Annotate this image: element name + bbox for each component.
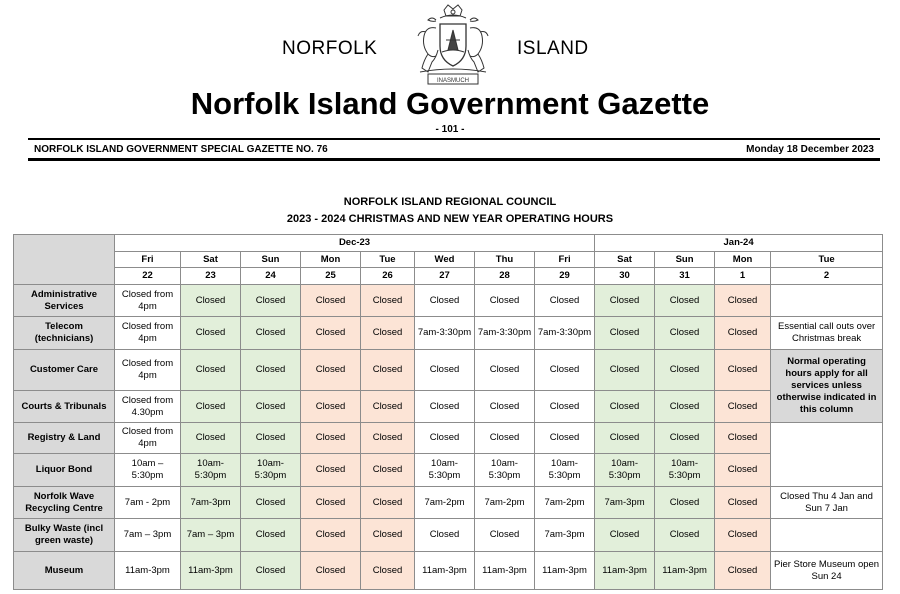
hours-cell: Closed bbox=[301, 552, 361, 590]
date-header: 28 bbox=[475, 268, 535, 285]
operating-hours-table bbox=[13, 234, 883, 590]
service-label: Administrative Services bbox=[14, 285, 115, 317]
day-header: Fri bbox=[115, 252, 181, 268]
hours-cell: Closed bbox=[361, 454, 415, 487]
notice-heading: NORFOLK ISLAND REGIONAL COUNCIL bbox=[343, 196, 557, 208]
day-header: Fri bbox=[535, 252, 595, 268]
hours-cell: 7am-3pm bbox=[535, 519, 595, 552]
hours-cell: Closed bbox=[715, 285, 771, 317]
hours-cell: Closed bbox=[181, 285, 241, 317]
day-header-row bbox=[14, 252, 883, 268]
hours-cell: Closed bbox=[595, 350, 655, 391]
hours-cell: Closed bbox=[475, 423, 535, 454]
hours-cell: 10am-5:30pm bbox=[595, 454, 655, 487]
notice-subheading: 2023 - 2024 CHRISTMAS AND NEW YEAR OPERATING HOURS bbox=[286, 213, 614, 225]
hours-cell: 11am-3pm bbox=[415, 552, 475, 590]
day-header: Sat bbox=[595, 252, 655, 268]
hours-cell: Closed bbox=[361, 519, 415, 552]
note-cell-normal-hours: Normal operating hours apply for all services unless otherwise indicated in this column bbox=[771, 350, 883, 423]
service-label: Telecom (technicians) bbox=[14, 317, 115, 350]
hours-cell: Closed bbox=[475, 285, 535, 317]
gazette-date: Monday 18 December 2023 bbox=[746, 144, 874, 155]
hours-cell: Closed bbox=[301, 350, 361, 391]
month-jan: Jan-24 bbox=[595, 235, 883, 252]
table-row bbox=[14, 350, 883, 391]
hours-cell: Closed from 4pm bbox=[115, 317, 181, 350]
day-header: Mon bbox=[715, 252, 771, 268]
hours-cell: 7am-2pm bbox=[475, 487, 535, 519]
hours-cell: 7am-3pm bbox=[181, 487, 241, 519]
hours-cell: 7am-3:30pm bbox=[475, 317, 535, 350]
hours-cell: Closed from 4pm bbox=[115, 285, 181, 317]
service-label: Liquor Bond bbox=[14, 454, 115, 487]
service-label: Museum bbox=[14, 552, 115, 590]
hours-cell: Closed bbox=[415, 350, 475, 391]
hours-cell: Closed bbox=[535, 350, 595, 391]
day-header: Wed bbox=[415, 252, 475, 268]
hours-cell: Closed bbox=[715, 519, 771, 552]
corner-cell bbox=[14, 235, 115, 285]
hours-cell: Closed from 4pm bbox=[115, 423, 181, 454]
hours-cell: Closed bbox=[715, 454, 771, 487]
day-header: Sun bbox=[241, 252, 301, 268]
hours-cell: Closed from 4.30pm bbox=[115, 391, 181, 423]
hours-cell: Closed bbox=[655, 487, 715, 519]
date-header: 24 bbox=[241, 268, 301, 285]
hours-cell: Closed bbox=[655, 391, 715, 423]
hours-cell: Closed bbox=[301, 423, 361, 454]
hours-cell: Closed bbox=[655, 519, 715, 552]
hours-cell: 11am-3pm bbox=[535, 552, 595, 590]
table-row bbox=[14, 519, 883, 552]
hours-cell: Closed bbox=[241, 317, 301, 350]
hours-cell: Closed bbox=[415, 519, 475, 552]
hours-cell: Closed bbox=[715, 317, 771, 350]
day-header: Thu bbox=[475, 252, 535, 268]
hours-cell: Closed bbox=[655, 317, 715, 350]
note-cell: Closed Thu 4 Jan and Sun 7 Jan bbox=[771, 487, 883, 519]
hours-cell: 11am-3pm bbox=[115, 552, 181, 590]
hours-cell: Closed bbox=[301, 519, 361, 552]
table-row bbox=[14, 423, 883, 454]
hours-cell: 10am – 5:30pm bbox=[115, 454, 181, 487]
hours-cell: Closed bbox=[301, 487, 361, 519]
date-header: 2 bbox=[771, 268, 883, 285]
table-row bbox=[14, 391, 883, 423]
day-header: Sun bbox=[655, 252, 715, 268]
hours-cell: Closed bbox=[535, 391, 595, 423]
table-row bbox=[14, 454, 883, 487]
hours-cell: Closed bbox=[475, 519, 535, 552]
hours-cell: Closed bbox=[241, 391, 301, 423]
masthead-right-word: ISLAND bbox=[517, 38, 589, 59]
hours-cell: Closed bbox=[361, 552, 415, 590]
hours-cell: Closed bbox=[361, 423, 415, 454]
hours-cell: Closed bbox=[715, 350, 771, 391]
hours-cell: 11am-3pm bbox=[655, 552, 715, 590]
hours-cell: 11am-3pm bbox=[595, 552, 655, 590]
day-header: Tue bbox=[771, 252, 883, 268]
hours-cell: Closed bbox=[241, 285, 301, 317]
hours-cell: Closed bbox=[595, 423, 655, 454]
hours-cell: Closed bbox=[241, 487, 301, 519]
hours-cell: Closed bbox=[715, 423, 771, 454]
hours-cell: Closed bbox=[361, 285, 415, 317]
hours-cell: 7am – 3pm bbox=[181, 519, 241, 552]
hours-cell: Closed bbox=[415, 391, 475, 423]
gazette-title: Norfolk Island Government Gazette bbox=[190, 86, 710, 121]
hours-cell: 10am-5:30pm bbox=[475, 454, 535, 487]
hours-cell: Closed bbox=[655, 423, 715, 454]
hours-cell: Closed bbox=[361, 391, 415, 423]
date-header: 22 bbox=[115, 268, 181, 285]
service-label: Bulky Waste (incl green waste) bbox=[14, 519, 115, 552]
day-header: Tue bbox=[361, 252, 415, 268]
top-rule bbox=[28, 138, 880, 140]
hours-cell: Closed bbox=[361, 317, 415, 350]
service-label: Courts & Tribunals bbox=[14, 391, 115, 423]
hours-cell: 7am - 2pm bbox=[115, 487, 181, 519]
hours-cell: Closed bbox=[241, 519, 301, 552]
note-cell: Pier Store Museum open Sun 24 bbox=[771, 552, 883, 590]
hours-cell: 7am-3:30pm bbox=[415, 317, 475, 350]
hours-cell: Closed bbox=[301, 285, 361, 317]
hours-cell: 10am-5:30pm bbox=[415, 454, 475, 487]
note-cell bbox=[771, 423, 883, 487]
table-row bbox=[14, 552, 883, 590]
masthead bbox=[0, 0, 900, 90]
hours-cell: Closed bbox=[181, 317, 241, 350]
table-row bbox=[14, 285, 883, 317]
date-header: 27 bbox=[415, 268, 475, 285]
hours-cell: Closed bbox=[715, 391, 771, 423]
hours-cell: 10am-5:30pm bbox=[535, 454, 595, 487]
hours-cell: Closed bbox=[301, 454, 361, 487]
hours-cell: 10am-5:30pm bbox=[655, 454, 715, 487]
hours-cell: Closed bbox=[181, 423, 241, 454]
masthead-left-word: NORFOLK bbox=[282, 38, 378, 59]
hours-cell: Closed bbox=[475, 350, 535, 391]
service-label: Norfolk Wave Recycling Centre bbox=[14, 487, 115, 519]
hours-cell: Closed bbox=[595, 285, 655, 317]
hours-cell: Closed bbox=[301, 317, 361, 350]
hours-cell: Closed bbox=[595, 519, 655, 552]
day-header: Sat bbox=[181, 252, 241, 268]
month-header-row bbox=[14, 235, 883, 252]
hours-cell: 11am-3pm bbox=[475, 552, 535, 590]
month-dec: Dec-23 bbox=[115, 235, 595, 252]
page-number: - 101 - bbox=[435, 124, 465, 135]
service-label: Registry & Land bbox=[14, 423, 115, 454]
hours-cell: Closed bbox=[415, 423, 475, 454]
note-cell bbox=[771, 519, 883, 552]
date-header: 29 bbox=[535, 268, 595, 285]
hours-cell: Closed bbox=[361, 350, 415, 391]
hours-cell: Closed bbox=[535, 423, 595, 454]
hours-cell: Closed bbox=[715, 487, 771, 519]
hours-cell: 7am-2pm bbox=[535, 487, 595, 519]
table-row bbox=[14, 487, 883, 519]
date-header: 23 bbox=[181, 268, 241, 285]
date-header-row bbox=[14, 268, 883, 285]
date-header: 30 bbox=[595, 268, 655, 285]
hours-cell: 7am – 3pm bbox=[115, 519, 181, 552]
date-header: 25 bbox=[301, 268, 361, 285]
coat-of-arms-icon bbox=[406, 2, 500, 86]
hours-cell: 7am-3:30pm bbox=[535, 317, 595, 350]
hours-cell: Closed bbox=[415, 285, 475, 317]
hours-cell: Closed bbox=[655, 350, 715, 391]
hours-cell: Closed bbox=[475, 391, 535, 423]
day-header: Mon bbox=[301, 252, 361, 268]
gazette-number: NORFOLK ISLAND GOVERNMENT SPECIAL GAZETTE NO. 76 bbox=[34, 144, 328, 155]
hours-cell: Closed bbox=[301, 391, 361, 423]
hours-cell: 7am-2pm bbox=[415, 487, 475, 519]
table-row bbox=[14, 317, 883, 350]
hours-cell: 10am-5:30pm bbox=[181, 454, 241, 487]
hours-cell: Closed bbox=[361, 487, 415, 519]
hours-cell: Closed bbox=[655, 285, 715, 317]
hours-cell: Closed from 4pm bbox=[115, 350, 181, 391]
hours-cell: Closed bbox=[241, 552, 301, 590]
hours-cell: Closed bbox=[595, 317, 655, 350]
hours-cell: Closed bbox=[595, 391, 655, 423]
bottom-rule bbox=[28, 158, 880, 161]
note-cell bbox=[771, 285, 883, 317]
hours-cell: Closed bbox=[241, 350, 301, 391]
hours-cell: 10am-5:30pm bbox=[241, 454, 301, 487]
hours-cell: Closed bbox=[241, 423, 301, 454]
date-header: 1 bbox=[715, 268, 771, 285]
hours-cell: 11am-3pm bbox=[181, 552, 241, 590]
date-header: 26 bbox=[361, 268, 415, 285]
hours-cell: Closed bbox=[715, 552, 771, 590]
hours-cell: Closed bbox=[535, 285, 595, 317]
hours-cell: Closed bbox=[181, 391, 241, 423]
hours-cell: Closed bbox=[181, 350, 241, 391]
note-cell: Essential call outs over Christmas break bbox=[771, 317, 883, 350]
service-label: Customer Care bbox=[14, 350, 115, 391]
svg-text:INASMUCH: INASMUCH bbox=[436, 78, 470, 84]
hours-cell: 7am-3pm bbox=[595, 487, 655, 519]
date-header: 31 bbox=[655, 268, 715, 285]
